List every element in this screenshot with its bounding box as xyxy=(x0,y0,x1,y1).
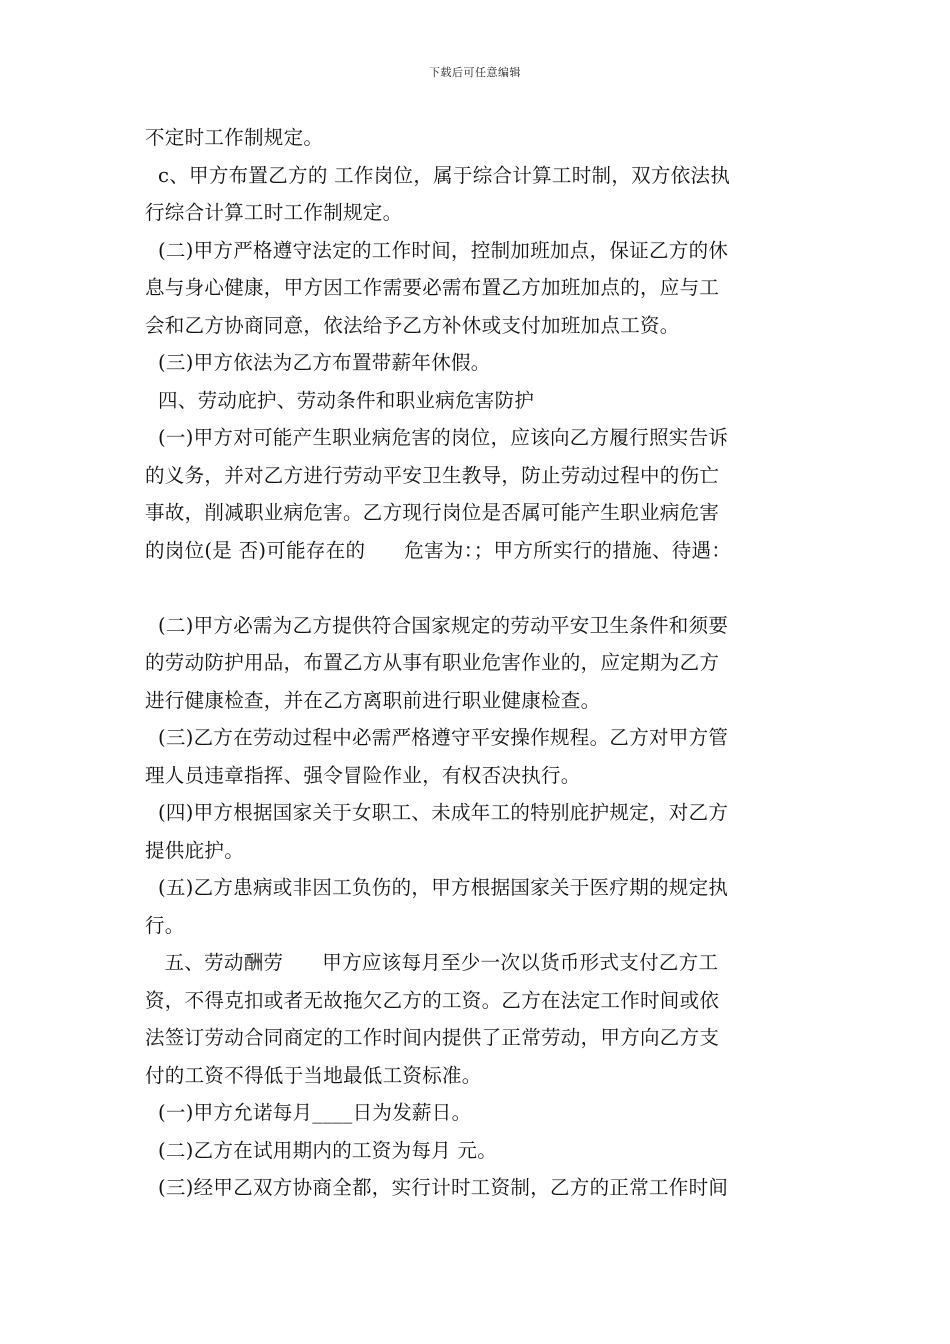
text-line: 法签订劳动合同商定的工作时间内提供了正常劳动，甲方向乙方支 xyxy=(145,1026,720,1049)
text-line: 行。 xyxy=(145,913,185,937)
text-line: 的义务，并对乙方进行劳动平安卫生教导，防止劳动过程中的伤亡 xyxy=(145,463,720,487)
text-line: 行综合计算工时工作制规定。 xyxy=(145,201,403,224)
text-line: (一)甲方允诺每月____日为发薪日。 xyxy=(145,1101,472,1124)
text-line: (四)甲方根据国家关于女职工、未成年工的特别庇护规定，对乙方 xyxy=(145,801,729,824)
text-line: (二)甲方必需为乙方提供符合国家规定的劳动平安卫生条件和须要 xyxy=(145,613,729,637)
text-line: 事故，削减职业病危害。乙方现行岗位是否属可能产生职业病危害 xyxy=(145,501,720,524)
text-line: 理人员违章指挥、强令冒险作业，有权否决执行。 xyxy=(145,763,581,787)
text-line: (五)乙方患病或非因工负伤的，甲方根据国家关于医疗期的规定执 xyxy=(145,876,729,899)
text-line: (二)乙方在试用期内的工资为每月 元。 xyxy=(145,1138,498,1162)
text-line: (三)乙方在劳动过程中必需严格遵守平安操作规程。乙方对甲方管 xyxy=(145,726,729,749)
text-line: 息与身心健康，甲方因工作需要必需布置乙方加班加点的，应与工 xyxy=(145,276,720,299)
text-line: 的劳动防护用品，布置乙方从事有职业危害作业的，应定期为乙方 xyxy=(145,651,720,674)
section-heading: 五、劳动酬劳 甲方应该每月至少一次以货币形式支付乙方工 xyxy=(145,951,719,974)
document-body xyxy=(145,119,825,1207)
text-line: (三)甲方依法为乙方布置带薪年休假。 xyxy=(145,351,491,374)
text-line: c、甲方布置乙方的 工作岗位，属于综合计算工时制，双方依法执 xyxy=(145,163,731,187)
text-line: (一)甲方对可能产生职业病危害的岗位，应该向乙方履行照实告诉 xyxy=(145,426,729,449)
text-line: 不定时工作制规定。 xyxy=(145,126,324,149)
text-line: 提供庇护。 xyxy=(145,838,245,862)
text-line: 付的工资不得低于当地最低工资标准。 xyxy=(145,1063,482,1087)
text-line: 会和乙方协商同意，依法给予乙方补休或支付加班加点工资。 xyxy=(145,313,680,337)
text-line: 进行健康检查，并在乙方离职前进行职业健康检查。 xyxy=(145,688,601,712)
text-line: (二)甲方严格遵守法定的工作时间，控制加班加点，保证乙方的休 xyxy=(145,238,729,262)
text-line: 资，不得克扣或者无故拖欠乙方的工资。乙方在法定工作时间或依 xyxy=(145,988,720,1012)
text-line: (三)经甲乙双方协商全都，实行计时工资制，乙方的正常工作时间 xyxy=(145,1176,729,1199)
text-line: 的岗位(是 否)可能存在的 危害为：；甲方所实行的措施、待遇： xyxy=(145,538,732,562)
page-header: 下载后可任意编辑 xyxy=(429,66,521,79)
blank-line xyxy=(145,569,825,607)
section-heading: 四、劳动庇护、劳动条件和职业病危害防护 xyxy=(145,388,535,412)
